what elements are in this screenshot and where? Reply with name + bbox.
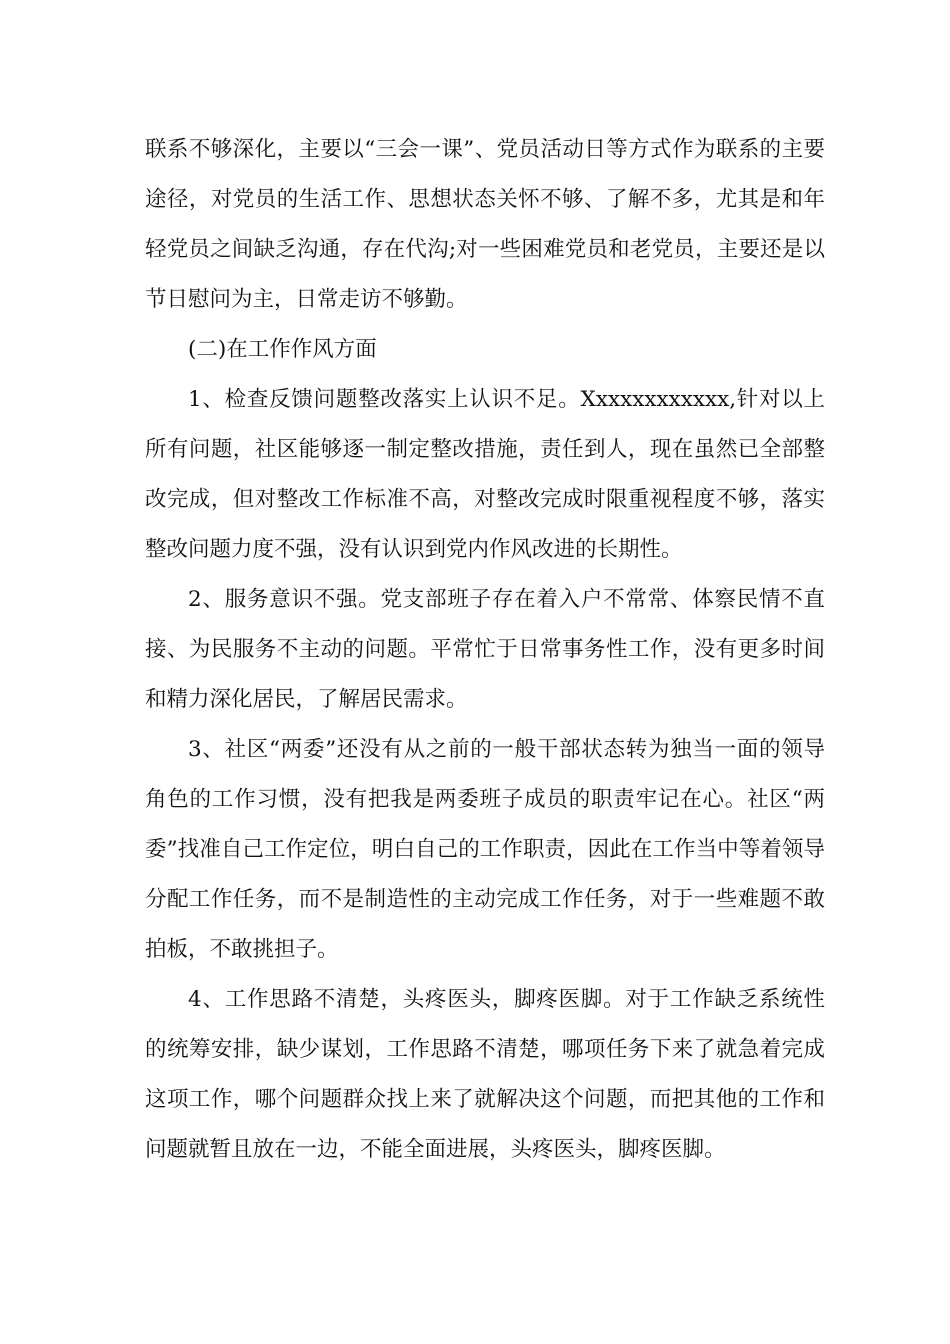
document-body bbox=[145, 125, 825, 1175]
paragraph-item-4: 4、工作思路不清楚，头疼医头，脚疼医脚。对于工作缺乏系统性的统筹安排，缺少谋划，工作思路不清楚，哪项任务下来了就急着完成这项工作，哪个问题群众找上来了就解决这个问题，而把其他的工作和问题就暂且放在一边，不能全面进展，头疼医头，脚疼医脚。 bbox=[145, 987, 825, 1162]
paragraph-item-1: 1、检查反馈问题整改落实上认识不足。Xxxxxxxxxxxx,针对以上所有问题，社区能够逐一制定整改措施，责任到人，现在虽然已全部整改完成，但对整改工作标准不高，对整改完成时限重视程度不够，落实整改问题力度不强，没有认识到党内作风改进的长期性。 bbox=[145, 387, 825, 562]
paragraph-item-2: 2、服务意识不强。党支部班子存在着入户不常常、体察民情不直接、为民服务不主动的问题。平常忙于日常事务性工作，没有更多时间和精力深化居民，了解居民需求。 bbox=[145, 587, 825, 712]
paragraph-item-3: 3、社区“两委”还没有从之前的一般干部状态转为独当一面的领导角色的工作习惯，没有把我是两委班子成员的职责牢记在心。社区“两委”找准自己工作定位，明白自己的工作职责，因此在工作当中等着领导分配工作任务，而不是制造性的主动完成工作任务，对于一些难题不敢拍板，不敢挑担子。 bbox=[145, 737, 825, 962]
paragraph-continuation: 联系不够深化，主要以“三会一课”、党员活动日等方式作为联系的主要途径，对党员的生活工作、思想状态关怀不够、了解不多，尤其是和年轻党员之间缺乏沟通，存在代沟;对一些困难党员和老党员，主要还是以节日慰问为主，日常走访不够勤。 bbox=[145, 137, 825, 312]
section-heading-work-style: (二)在工作作风方面 bbox=[188, 337, 377, 362]
